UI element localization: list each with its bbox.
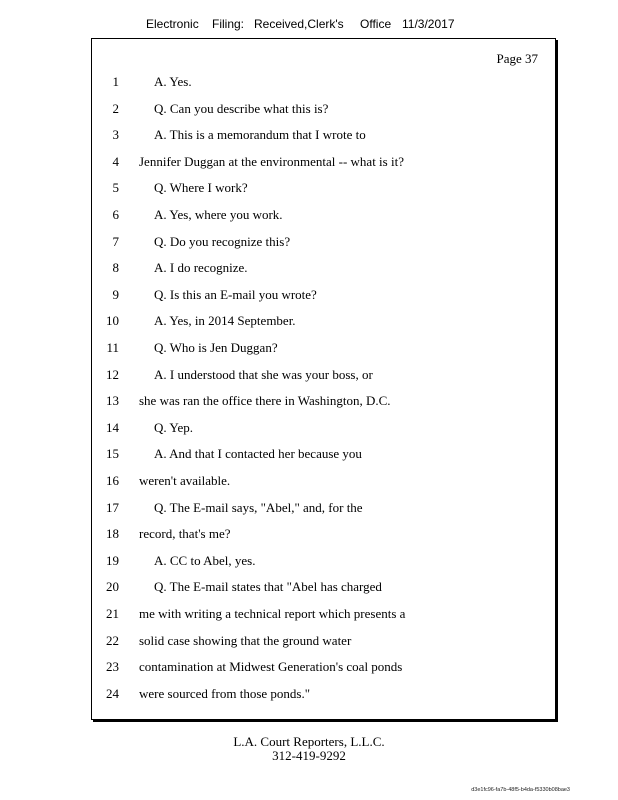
line-text: contamination at Midwest Generation's coal ponds [139,659,403,675]
line-text: Jennifer Duggan at the environmental -- what is it? [139,153,404,169]
filing-header-word: 11/3/2017 [402,17,455,31]
transcript-line [92,180,552,200]
line-text: Q. Is this an E-mail you wrote? [154,286,317,302]
line-number: 17 [106,499,119,515]
line-text: solid case showing that the ground water [139,632,352,648]
transcript-line [92,154,552,174]
transcript-line [92,526,552,546]
line-text: A. Yes. [154,74,192,89]
transcript-line [92,446,552,466]
line-number: 18 [106,526,119,542]
line-number: 6 [112,207,119,222]
line-number: 23 [106,659,119,675]
transcript-line [92,686,552,706]
transcript-page [91,38,556,720]
transcript-line [92,393,552,413]
transcript-line [92,287,552,307]
transcript-line [92,606,552,626]
line-number: 9 [112,286,119,302]
line-text: she was ran the office there in Washington, D.C. [139,393,391,409]
transcript-line [92,500,552,520]
line-number: 11 [106,340,119,355]
line-number: 1 [112,74,119,89]
line-number: 22 [106,632,119,648]
transcript-line [92,553,552,573]
line-number: 24 [106,685,119,701]
filing-header-word: Received,Clerk's [254,17,344,31]
line-text: Q. Where I work? [154,180,248,196]
line-number: 14 [106,419,119,435]
line-text: A. I understood that she was your boss, or [154,366,373,382]
document-id: d3e1fc96-fa7b-48f5-b4da-f5330b08bae3 [471,787,570,793]
line-text: A. Yes, in 2014 September. [154,313,296,329]
line-number: 3 [112,127,119,143]
filing-header-word: Office [360,17,392,31]
line-number: 8 [112,260,119,276]
reporter-company: L.A. Court Reporters, L.L.C. [233,734,385,749]
transcript-line [92,473,552,493]
line-text: A. I do recognize. [154,260,248,276]
transcript-line [92,579,552,599]
transcript-line [92,633,552,653]
line-number: 13 [106,393,119,409]
reporter-phone: 312-419-9292 [272,748,346,763]
line-text: record, that's me? [139,526,231,542]
transcript-line [92,260,552,280]
line-text: A. And that I contacted her because you [154,446,362,462]
line-number: 7 [112,233,119,249]
line-text: Q. The E-mail states that "Abel has charged [154,579,382,595]
line-text: me with writing a technical report which presents a [139,606,406,621]
line-number: 10 [106,313,119,329]
line-number: 4 [112,153,119,169]
transcript-line [92,74,552,94]
transcript-line [92,340,552,360]
filing-header-word: Electronic [146,17,199,31]
line-text: A. CC to Abel, yes. [154,552,256,568]
page-number: Page 37 [496,51,538,66]
transcript-line [92,127,552,147]
transcript-line [92,367,552,387]
line-number: 2 [112,100,119,116]
line-number: 15 [106,446,119,462]
transcript-line [92,101,552,121]
line-number: 21 [106,606,119,621]
line-text: Q. The E-mail says, "Abel," and, for the [154,499,363,515]
line-number: 5 [112,180,119,196]
line-text: A. Yes, where you work. [154,207,283,222]
line-text: Q. Can you describe what this is? [154,100,329,116]
transcript-line [92,313,552,333]
transcript-line [92,659,552,679]
transcript-line [92,207,552,227]
line-text: weren't available. [139,473,231,488]
line-number: 16 [106,473,119,488]
filing-header-word: Filing: [212,17,245,31]
transcript-line [92,420,552,440]
line-number: 12 [106,366,119,382]
line-text: Q. Who is Jen Duggan? [154,340,278,355]
line-number: 20 [106,579,119,595]
transcript-line [92,234,552,254]
line-text: were sourced from those ponds." [139,685,311,701]
line-text: Q. Do you recognize this? [154,233,291,249]
line-text: A. This is a memorandum that I wrote to [154,127,366,143]
line-text: Q. Yep. [154,419,194,435]
line-number: 19 [106,552,119,568]
